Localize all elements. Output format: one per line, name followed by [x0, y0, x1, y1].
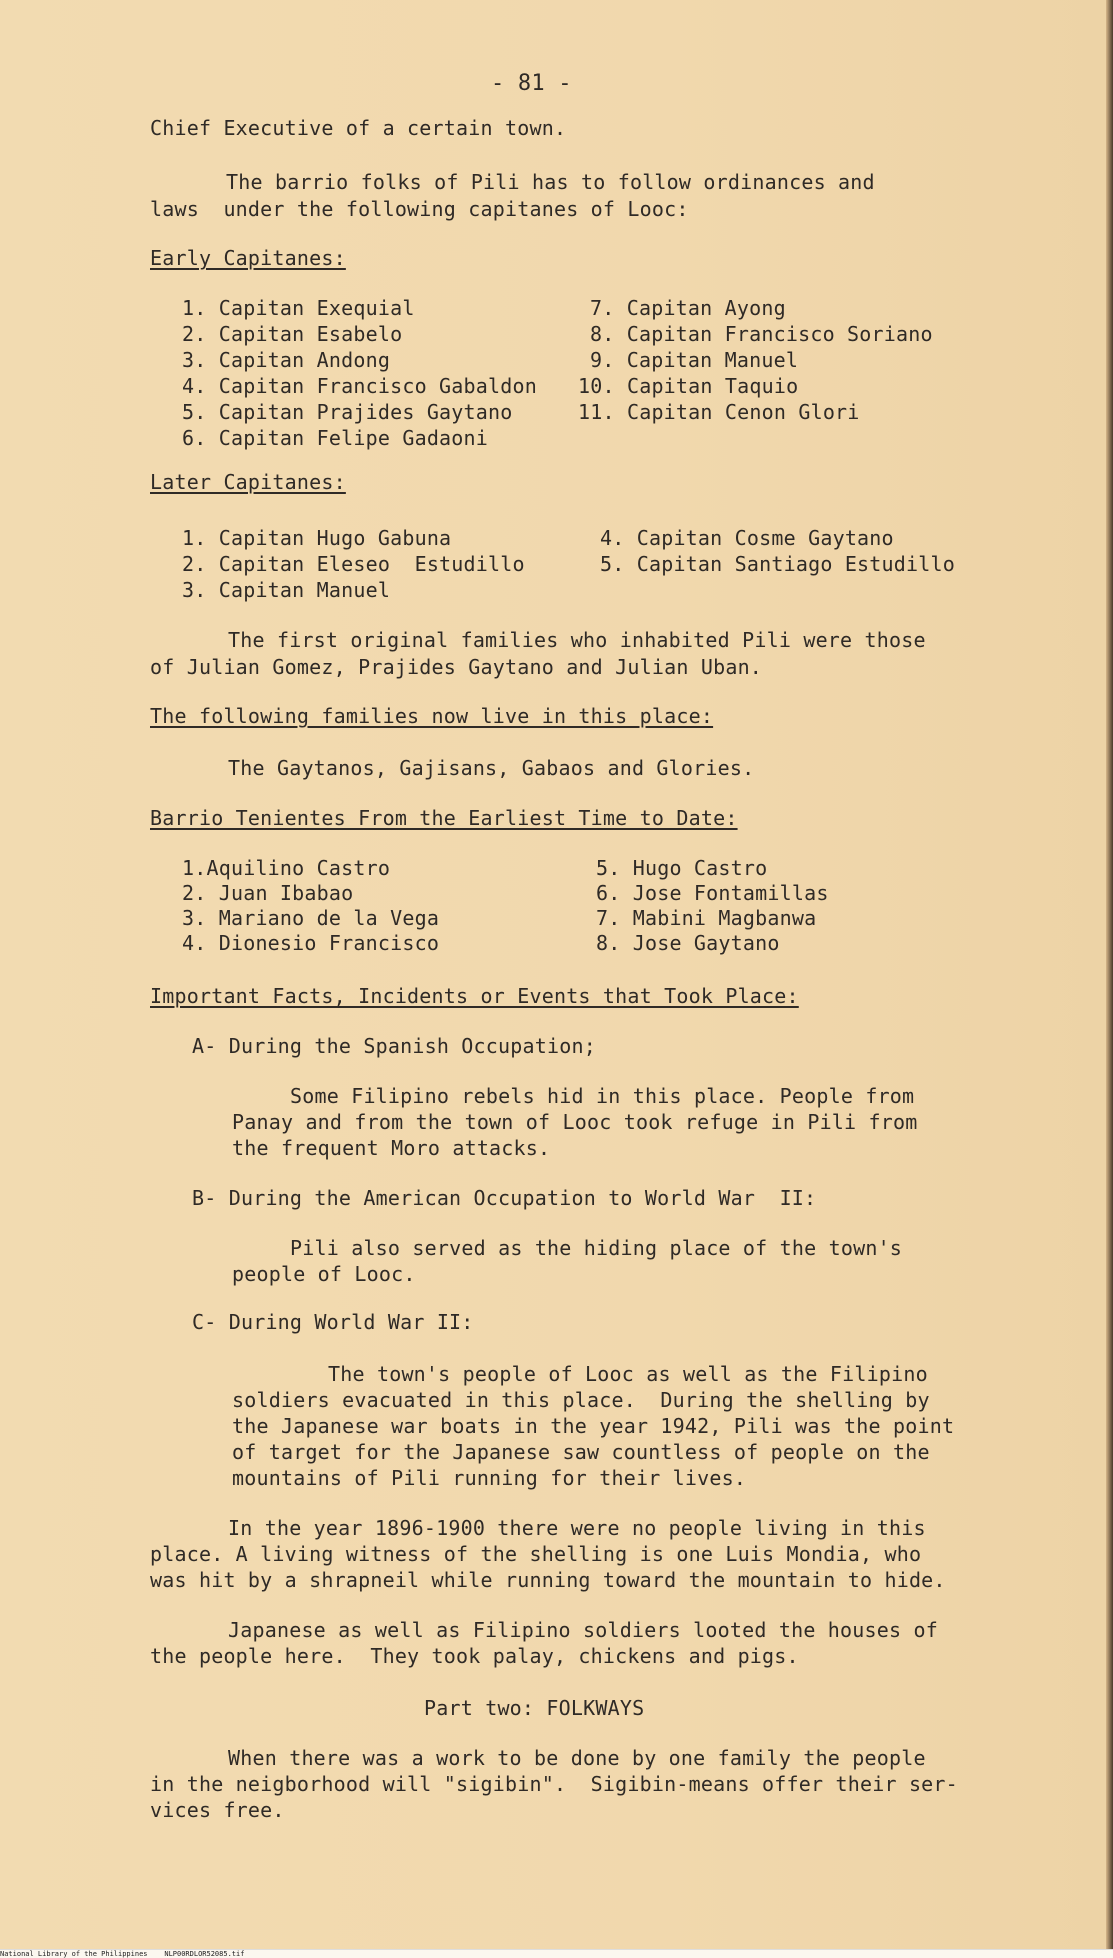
list-item: 6. Jose Fontamillas — [596, 881, 829, 905]
list-item: 4. Dionesio Francisco — [182, 931, 440, 955]
later-capitanes-heading: Later Capitanes: — [150, 470, 346, 494]
scan-footer — [0, 1949, 1113, 1958]
section-c-title: C- During World War II: — [192, 1310, 474, 1334]
text-line: was hit by a shrapneil while running toward the mountain to hide. — [150, 1568, 946, 1592]
text-line: soldiers evacuated in this place. During the shelling by — [232, 1388, 930, 1412]
section-a-title: A- During the Spanish Occupation; — [192, 1034, 596, 1058]
scan-footer-text: National Library of the Philippines NLP00RDLOR52085.tif — [0, 1950, 245, 1958]
list-item: 2. Capitan Esabelo — [182, 322, 403, 346]
list-item: 1. Capitan Hugo Gabuna — [182, 526, 452, 550]
list-item: 1. Capitan Exequial — [182, 296, 415, 320]
list-item: 10. Capitan Taquio — [578, 374, 799, 398]
text-line: place. A living witness of the shelling is one Luis Mondia, who — [150, 1542, 922, 1566]
list-item: 4. Capitan Francisco Gabaldon — [182, 374, 537, 398]
text-line: Some Filipino rebels hid in this place. People from — [290, 1084, 915, 1108]
list-item: 8. Jose Gaytano — [596, 931, 780, 955]
list-item: 7. Capitan Ayong — [590, 296, 786, 320]
text-line: in the neigborhood will "sigibin". Sigibin-means offer their ser- — [150, 1772, 958, 1796]
text-line: When there was a work to be done by one family the people — [228, 1746, 926, 1770]
text-line: mountains of Pili running for their lives. — [232, 1466, 747, 1490]
text-line: the frequent Moro attacks. — [232, 1136, 551, 1160]
text-line: Pili also served as the hiding place of the town's — [290, 1236, 903, 1260]
list-item: 2. Juan Ibabao — [182, 881, 354, 905]
text-line: Japanese as well as Filipino soldiers looted the houses of — [228, 1618, 938, 1642]
list-item: 3. Capitan Andong — [182, 348, 391, 372]
text-line: The town's people of Looc as well as the Filipino — [328, 1362, 928, 1386]
important-facts-heading: Important Facts, Incidents or Events that Took Place: — [150, 984, 799, 1008]
early-capitanes-heading: Early Capitanes: — [150, 246, 346, 270]
list-item: 5. Capitan Santiago Estudillo — [600, 552, 955, 576]
list-item: 2. Capitan Eleseo Estudillo — [182, 552, 525, 576]
tenientes-heading: Barrio Tenientes From the Earliest Time to Date: — [150, 806, 738, 830]
text-line: The barrio folks of Pili has to follow ordinances and — [226, 170, 875, 194]
list-item: 4. Capitan Cosme Gaytano — [600, 526, 894, 550]
list-item: 11. Capitan Cenon Glori — [578, 400, 860, 424]
intro-line: Chief Executive of a certain town. — [150, 116, 567, 140]
following-families-heading: The following families now live in this place: — [150, 704, 714, 728]
list-item: 8. Capitan Francisco Soriano — [590, 322, 933, 346]
text-line: In the year 1896-1900 there were no people living in this — [228, 1516, 926, 1540]
text-line: vices free. — [150, 1798, 285, 1822]
section-b-title: B- During the American Occupation to World War II: — [192, 1186, 817, 1210]
text-line: the Japanese war boats in the year 1942, Pili was the point — [232, 1414, 955, 1438]
text-line: the people here. They took palay, chickens and pigs. — [150, 1644, 799, 1668]
text-line: laws under the following capitanes of Looc: — [150, 197, 689, 221]
list-item: 5. Hugo Castro — [596, 856, 768, 880]
list-item: 9. Capitan Manuel — [590, 348, 799, 372]
list-item: 3. Mariano de la Vega — [182, 906, 440, 930]
page-edge-shadow — [1106, 0, 1113, 1950]
text-line: people of Looc. — [232, 1262, 416, 1286]
list-item: 1.Aquilino Castro — [182, 856, 391, 880]
following-families-text: The Gaytanos, Gajisans, Gabaos and Glories. — [228, 756, 755, 780]
part-two-heading: Part two: FOLKWAYS — [424, 1696, 645, 1720]
text-line: of target for the Japanese saw countless of people on the — [232, 1440, 930, 1464]
list-item: 3. Capitan Manuel — [182, 578, 391, 602]
list-item: 5. Capitan Prajides Gaytano — [182, 400, 513, 424]
list-item: 7. Mabini Magbanwa — [596, 906, 817, 930]
page-number: - 81 - — [491, 71, 572, 96]
text-line: The first original families who inhabited Pili were those — [228, 628, 926, 652]
list-item: 6. Capitan Felipe Gadaoni — [182, 426, 489, 450]
text-line: Panay and from the town of Looc took refuge in Pili from — [232, 1110, 918, 1134]
text-line: of Julian Gomez, Prajides Gaytano and Julian Uban. — [150, 655, 763, 679]
